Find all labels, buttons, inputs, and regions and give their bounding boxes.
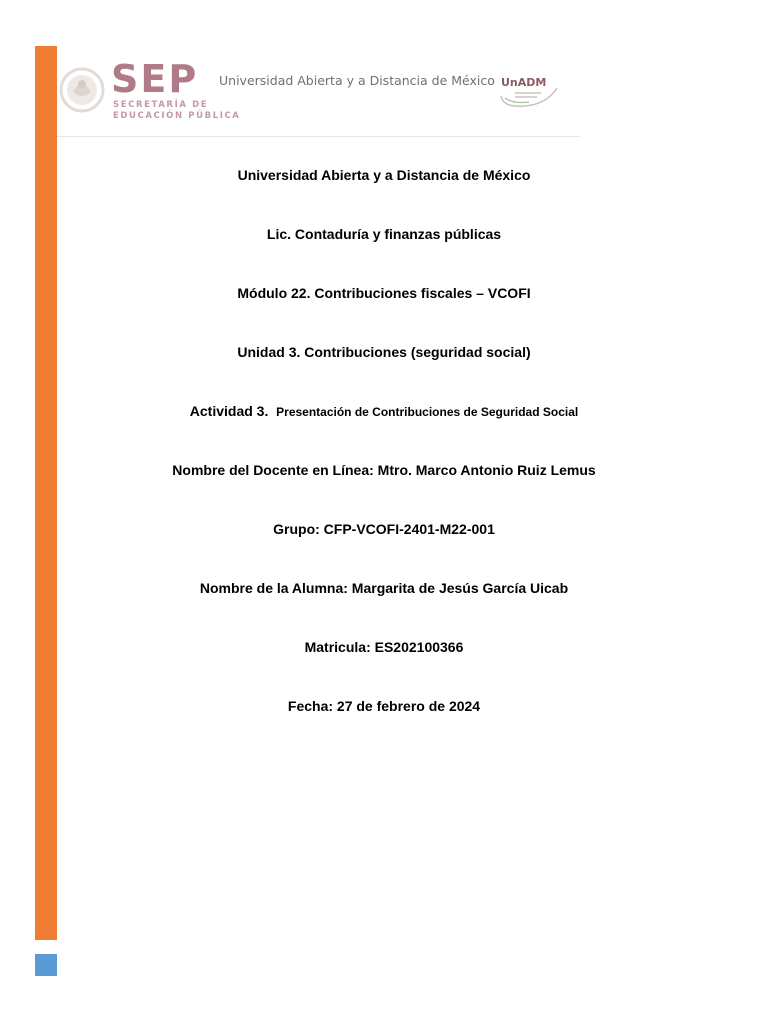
sep-logo-subtitle	[113, 100, 241, 122]
blue-corner-square	[35, 954, 57, 976]
sep-subtitle-line-2: EDUCACIÓN PÚBLICA	[113, 111, 241, 121]
cover-activity-title: Presentación de Contribuciones de Seguridad Social	[276, 405, 579, 419]
cover-student: Nombre de la Alumna: Margarita de Jesús García Uicab	[199, 580, 569, 596]
document-header	[57, 46, 580, 137]
cover-module: Módulo 22. Contribuciones fiscales – VCOFI	[237, 285, 531, 301]
cover-unit: Unidad 3. Contribuciones (seguridad social)	[237, 344, 531, 360]
cover-id-number: Matricula: ES202100366	[304, 639, 464, 655]
cover-university: Universidad Abierta y a Distancia de México	[237, 167, 531, 183]
cover-activity	[0, 402, 768, 421]
cover-teacher: Nombre del Docente en Línea: Mtro. Marco Antonio Ruiz Lemus	[172, 462, 596, 478]
cover-degree: Lic. Contaduría y finanzas públicas	[266, 226, 502, 242]
cover-group: Grupo: CFP-VCOFI-2401-M22-001	[273, 521, 495, 537]
unadm-swoosh-icon	[495, 68, 565, 112]
sep-logo-text: SEP	[111, 57, 199, 101]
unadm-logo	[495, 68, 565, 112]
unadm-logo-text: UnADM	[501, 76, 547, 89]
cover-activity-label: Actividad 3.	[189, 403, 269, 419]
header-university-name: Universidad Abierta y a Distancia de México	[219, 73, 495, 88]
cover-date: Fecha: 27 de febrero de 2024	[287, 698, 481, 714]
national-seal-icon	[59, 62, 105, 118]
sep-subtitle-line-1: SECRETARÍA DE	[113, 100, 209, 110]
